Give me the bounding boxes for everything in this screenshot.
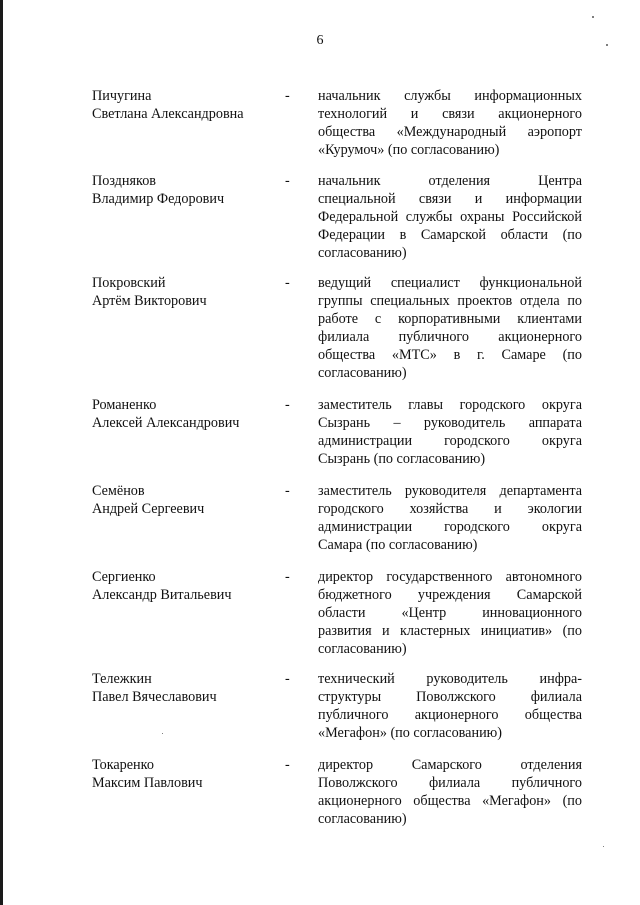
member-position xyxy=(318,482,582,554)
member-name xyxy=(92,482,282,518)
position-line: акционерного общества «Мегафон» (по xyxy=(318,793,582,809)
position-line: работе с корпоративными клиентами xyxy=(318,311,582,327)
position-line: заместитель руководителя департамента xyxy=(318,483,582,499)
position-line: начальник отделения Центра xyxy=(318,173,582,189)
member-given-name: Максим Павлович xyxy=(92,775,203,791)
member-given-name: Артём Викторович xyxy=(92,293,207,309)
position-line: «Курумоч» (по согласованию) xyxy=(318,142,500,158)
position-line: Поволжского филиала публичного xyxy=(318,775,582,791)
member-position xyxy=(318,568,582,658)
member-name xyxy=(92,670,282,706)
member-surname: Романенко xyxy=(92,397,157,413)
position-line: области «Центр инновационного xyxy=(318,605,582,621)
member-given-name: Владимир Федорович xyxy=(92,191,225,207)
member-position xyxy=(318,670,582,742)
member-name xyxy=(92,568,282,604)
member-given-name: Павел Вячеславович xyxy=(92,689,217,705)
scan-speck xyxy=(162,733,163,734)
member-given-name: Светлана Александровна xyxy=(92,106,244,122)
member-surname: Пичугина xyxy=(92,88,152,104)
position-line: Самара (по согласованию) xyxy=(318,537,478,553)
member-given-name: Александр Витальевич xyxy=(92,587,232,603)
position-line: Федеральной службы охраны Российской xyxy=(318,209,582,225)
separator-dash: - xyxy=(285,275,290,291)
member-position xyxy=(318,87,582,159)
position-line: согласованию) xyxy=(318,641,407,657)
position-line: городского хозяйства и экологии xyxy=(318,501,582,517)
separator-dash: - xyxy=(285,483,290,499)
scan-speck xyxy=(606,44,608,46)
member-given-name: Андрей Сергеевич xyxy=(92,501,205,517)
position-line: администрации городского округа xyxy=(318,433,582,449)
position-line: администрации городского округа xyxy=(318,519,582,535)
position-line: согласованию) xyxy=(318,365,407,381)
separator-dash: - xyxy=(285,88,290,104)
member-name xyxy=(92,172,282,208)
position-line: ведущий специалист функциональной xyxy=(318,275,582,291)
position-line: Сызрань – руководитель аппарата xyxy=(318,415,582,431)
member-surname: Сергиенко xyxy=(92,569,156,585)
position-line: директор Самарского отделения xyxy=(318,757,582,773)
separator-dash: - xyxy=(285,569,290,585)
member-position xyxy=(318,396,582,468)
separator-dash: - xyxy=(285,757,290,773)
position-line: «Мегафон» (по согласованию) xyxy=(318,725,502,741)
position-line: специальной связи и информации xyxy=(318,191,582,207)
scan-edge xyxy=(0,0,3,905)
position-line: бюджетного учреждения Самарской xyxy=(318,587,582,603)
member-given-name: Алексей Александрович xyxy=(92,415,240,431)
position-line: начальник службы информационных xyxy=(318,88,582,104)
separator-dash: - xyxy=(285,671,290,687)
member-name xyxy=(92,87,282,123)
member-surname: Поздняков xyxy=(92,173,156,189)
member-name xyxy=(92,274,282,310)
member-surname: Токаренко xyxy=(92,757,154,773)
member-name xyxy=(92,756,282,792)
position-line: технологий и связи акционерного xyxy=(318,106,582,122)
position-line: структуры Поволжского филиала xyxy=(318,689,582,705)
position-line: филиала публичного акционерного xyxy=(318,329,582,345)
position-line: технический руководитель инфра- xyxy=(318,671,582,687)
position-line: публичного акционерного общества xyxy=(318,707,582,723)
member-surname: Семёнов xyxy=(92,483,145,499)
separator-dash: - xyxy=(285,397,290,413)
position-line: заместитель главы городского округа xyxy=(318,397,582,413)
position-line: общества «МТС» в г. Самаре (по xyxy=(318,347,582,363)
scan-speck xyxy=(603,846,604,847)
page-number: 6 xyxy=(316,33,324,48)
scan-speck xyxy=(592,16,594,18)
position-line: Сызрань (по согласованию) xyxy=(318,451,486,467)
position-line: Федерации в Самарской области (по xyxy=(318,227,582,243)
separator-dash: - xyxy=(285,173,290,189)
position-line: согласованию) xyxy=(318,811,407,827)
member-position xyxy=(318,274,582,382)
member-position xyxy=(318,172,582,262)
position-line: группы специальных проектов отдела по xyxy=(318,293,582,309)
position-line: общества «Международный аэропорт xyxy=(318,124,582,140)
position-line: развития и кластерных инициатив» (по xyxy=(318,623,582,639)
position-line: директор государственного автономного xyxy=(318,569,582,585)
member-position xyxy=(318,756,582,828)
position-line: согласованию) xyxy=(318,245,407,261)
member-surname: Покровский xyxy=(92,275,166,291)
member-name xyxy=(92,396,282,432)
member-surname: Тележкин xyxy=(92,671,152,687)
